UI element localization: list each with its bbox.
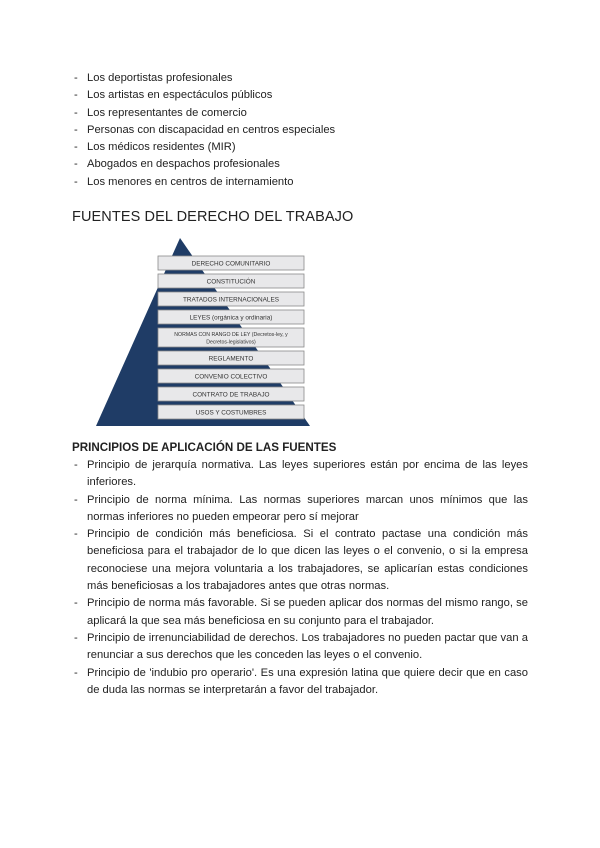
list-item: - Los deportistas profesionales: [72, 70, 532, 87]
list-item: - Principio de 'indubio pro operario'. Es una expresión latina que quiere decir que en caso de duda las normas se interpretarán a favor del trabajador.: [72, 665, 528, 700]
pyramid-level-label: DERECHO COMUNITARIO: [191, 260, 271, 268]
list-item: - Principio de norma mínima. Las normas superiores marcan unos mínimos que las normas inferiores no pueden empeorar pero sí mejorar: [72, 492, 528, 527]
pyramid-level-5: [158, 328, 304, 347]
pyramid-level-3: [158, 292, 304, 306]
pyramid-level-label: CONTRATO DE TRABAJO: [192, 391, 270, 399]
list-item: - Los representantes de comercio: [72, 105, 532, 122]
list-item: - Principio de norma más favorable. Si se pueden aplicar dos normas del mismo rango, se aplicará la que sea más beneficiosa en su conjunto para el trabajador.: [72, 595, 528, 630]
worker-types-list: [72, 70, 532, 191]
pyramid-level-8: [158, 387, 304, 401]
pyramid-level-label: NORMAS CON RANGO DE LEY (Decretos-ley, y: [174, 332, 288, 338]
list-item: - Los menores en centros de internamiento: [72, 174, 532, 191]
list-item: - Los médicos residentes (MIR): [72, 139, 532, 156]
pyramid-level-6: [158, 351, 304, 365]
pyramid-level-label: REGLAMENTO: [208, 355, 254, 363]
list-item: - Los artistas en espectáculos públicos: [72, 87, 532, 104]
pyramid-level-7: [158, 369, 304, 383]
pyramid-level-label: USOS Y COSTUMBRES: [195, 409, 267, 417]
pyramid-level-label: TRATADOS INTERNACIONALES: [183, 296, 279, 304]
list-item: - Abogados en despachos profesionales: [72, 156, 532, 173]
pyramid-level-2: [158, 274, 304, 288]
principles-title: PRINCIPIOS DE APLICACIÓN DE LAS FUENTES: [72, 441, 337, 454]
list-item: - Personas con discapacidad en centros especiales: [72, 122, 532, 139]
pyramid-level-label: LEYES (orgánica y ordinaria): [189, 314, 273, 322]
pyramid-level-9: [158, 405, 304, 419]
list-item: - Principio de jerarquía normativa. Las leyes superiores están por encima de las leyes inferiores.: [72, 457, 528, 492]
list-item: - Principio de condición más beneficiosa. Si el contrato pactase una condición más beneficiosa para el trabajador de lo que dicen las leyes o el convenio, o si la empresa reconociese una mejora voluntaria a los trabajadores, se aplicarían estas condiciones más beneficiosas a los trabajadores antes que otras normas.: [72, 526, 528, 595]
pyramid-level-4: [158, 310, 304, 324]
sources-pyramid-diagram: [88, 236, 318, 426]
list-item: - Principio de irrenunciabilidad de derechos. Los trabajadores no pueden pactar que van a renunciar a sus derechos que les conceden las leyes o el convenio.: [72, 630, 528, 665]
section-title: FUENTES DEL DERECHO DEL TRABAJO: [72, 209, 354, 225]
pyramid-level-label-cont: Decretos-legislativos): [206, 339, 256, 346]
principles-list: [72, 457, 528, 699]
pyramid-level-1: [158, 256, 304, 270]
pyramid-level-label: CONSTITUCIÓN: [206, 278, 256, 286]
pyramid-level-label: CONVENIO COLECTIVO: [194, 373, 268, 381]
